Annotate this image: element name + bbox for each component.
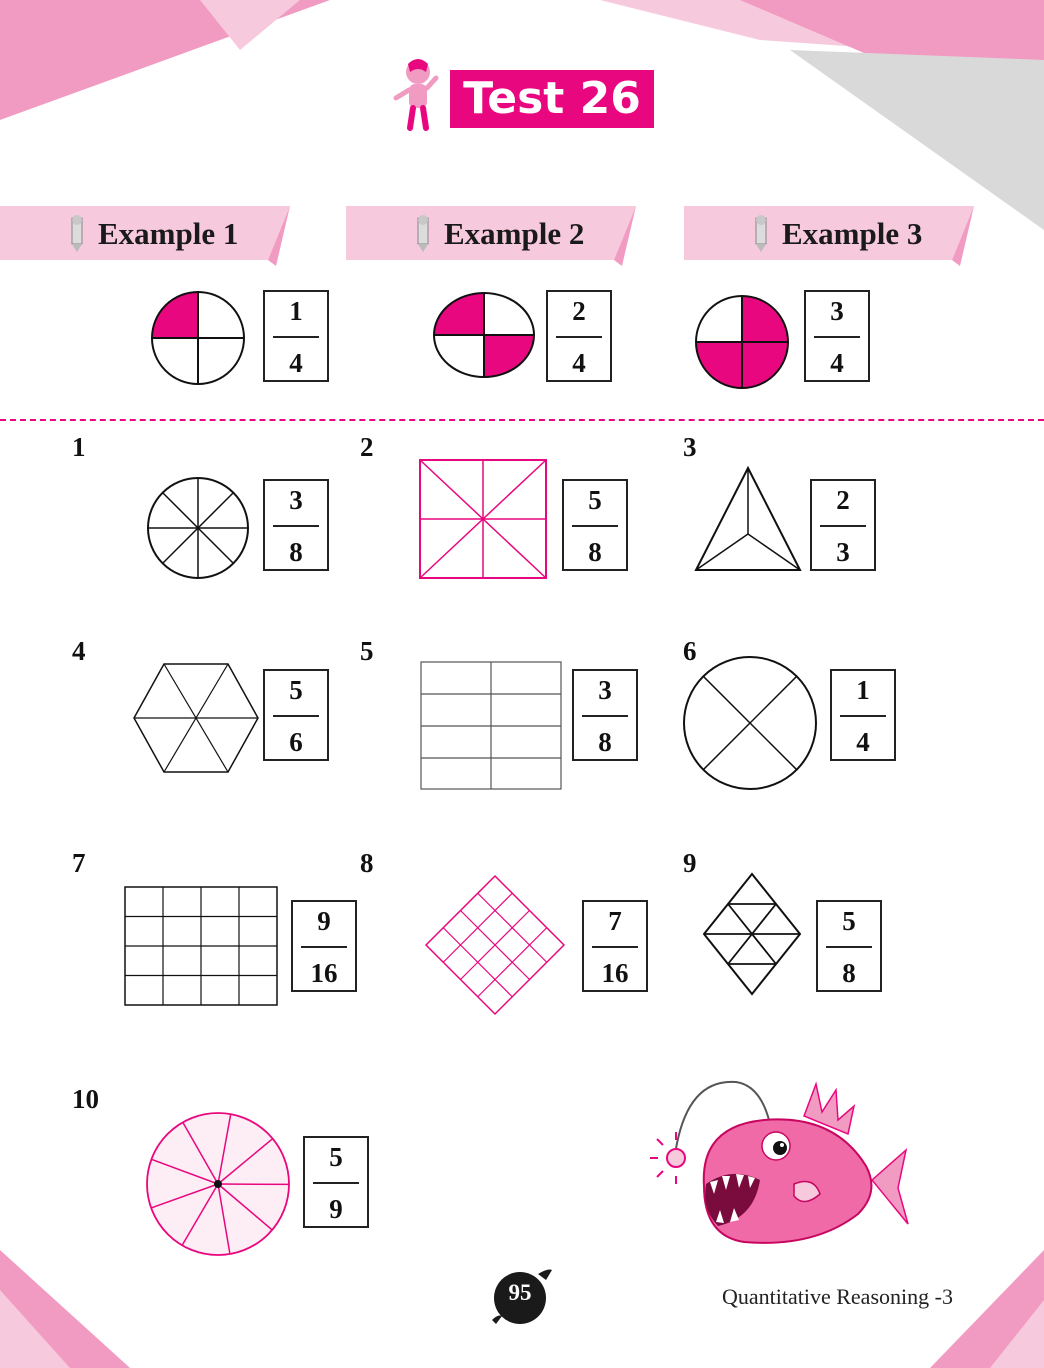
denominator: 8 — [588, 537, 602, 567]
question-4-fraction-box — [263, 669, 329, 761]
example-2-fraction-box — [546, 290, 612, 382]
numerator: 2 — [836, 485, 850, 515]
question-10-number: 10 — [72, 1084, 99, 1114]
question-9-number: 9 — [683, 848, 697, 878]
denominator: 6 — [289, 727, 303, 757]
numerator: 2 — [572, 296, 586, 326]
example-1-label: Example 1 — [98, 216, 239, 251]
question-3-fraction-box — [810, 479, 876, 571]
numerator: 9 — [317, 906, 331, 936]
page-number-badge — [488, 1266, 552, 1326]
example-2-circle-shape — [432, 290, 536, 380]
question-8-number: 8 — [360, 848, 374, 878]
question-2-number: 2 — [360, 432, 374, 462]
question-1-fraction-box — [263, 479, 329, 571]
question-2-fraction-box — [562, 479, 628, 571]
pencil-icon — [64, 214, 90, 254]
question-3-number: 3 — [683, 432, 697, 462]
numerator: 5 — [329, 1142, 343, 1172]
example-3-tab — [684, 204, 976, 260]
example-3-fraction-box — [804, 290, 870, 382]
question-6-circle-shape — [682, 655, 818, 791]
example-3-label: Example 3 — [782, 216, 923, 251]
question-7-number: 7 — [72, 848, 86, 878]
example-1-circle-shape — [148, 288, 248, 388]
question-5-number: 5 — [360, 636, 374, 666]
page-title: Test 26 — [450, 70, 654, 128]
question-7-fraction-box — [291, 900, 357, 992]
pencil-girl-mascot-icon — [392, 58, 442, 132]
numerator: 3 — [830, 296, 844, 326]
numerator: 3 — [289, 485, 303, 515]
question-6-number: 6 — [683, 636, 697, 666]
page-number: 95 — [508, 1280, 532, 1305]
section-divider — [0, 419, 1044, 421]
example-1-fraction-box — [263, 290, 329, 382]
example-2-label: Example 2 — [444, 216, 585, 251]
pencil-icon — [410, 214, 436, 254]
example-3-circle-shape — [694, 294, 790, 390]
anglerfish-illustration — [644, 1076, 912, 1252]
question-1-number: 1 — [72, 432, 86, 462]
numerator: 5 — [588, 485, 602, 515]
question-8-diamond-grid-shape — [424, 874, 566, 1016]
question-7-grid-shape — [124, 886, 278, 1007]
question-4-hexagon-shape — [132, 662, 260, 774]
question-3-triangle-shape — [692, 464, 804, 574]
question-8-fraction-box — [582, 900, 648, 992]
denominator: 8 — [598, 727, 612, 757]
numerator: 5 — [289, 675, 303, 705]
question-6-fraction-box — [830, 669, 896, 761]
footer-book-title: Quantitative Reasoning -3 — [722, 1284, 953, 1309]
numerator: 1 — [856, 675, 870, 705]
denominator: 16 — [601, 958, 629, 988]
question-9-diamond-triangles-shape — [702, 872, 802, 996]
denominator: 4 — [289, 348, 303, 378]
question-9-fraction-box — [816, 900, 882, 992]
denominator: 16 — [310, 958, 338, 988]
question-5-fraction-box — [572, 669, 638, 761]
numerator: 1 — [289, 296, 303, 326]
numerator: 3 — [598, 675, 612, 705]
denominator: 4 — [830, 348, 844, 378]
example-2-tab — [346, 204, 638, 260]
question-10-fraction-box — [303, 1136, 369, 1228]
question-4-number: 4 — [72, 636, 86, 666]
denominator: 3 — [836, 537, 850, 567]
denominator: 8 — [842, 958, 856, 988]
numerator: 5 — [842, 906, 856, 936]
question-10-circle-shape — [144, 1110, 292, 1258]
numerator: 7 — [608, 906, 622, 936]
question-5-rectangle-shape — [420, 661, 562, 791]
denominator: 9 — [329, 1194, 343, 1224]
question-1-circle-shape — [146, 476, 250, 580]
denominator: 4 — [572, 348, 586, 378]
example-1-tab — [0, 204, 292, 260]
denominator: 4 — [856, 727, 870, 757]
pencil-icon — [748, 214, 774, 254]
denominator: 8 — [289, 537, 303, 567]
question-2-square-shape — [418, 458, 548, 580]
